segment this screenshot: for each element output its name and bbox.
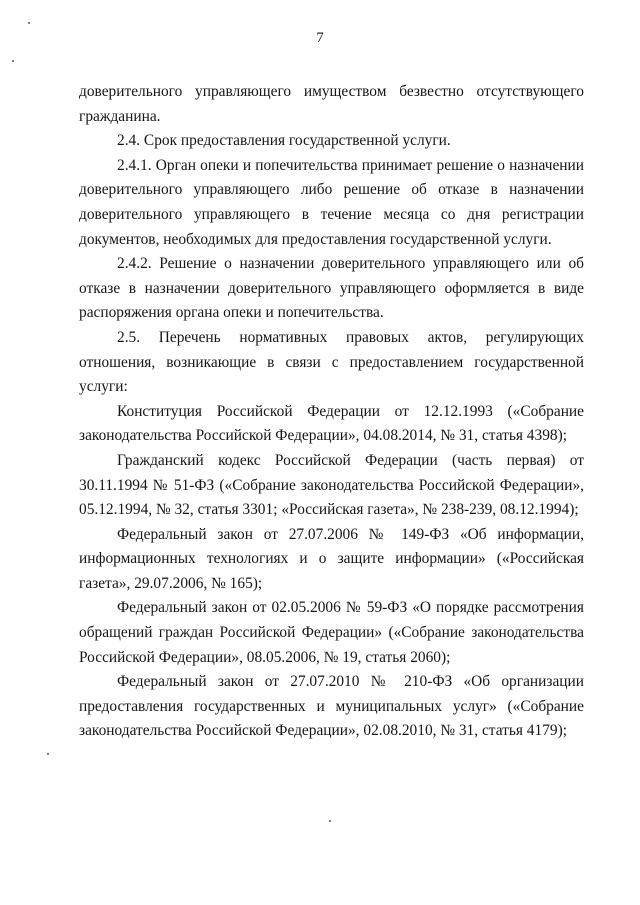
scan-speck <box>12 60 14 62</box>
scan-speck <box>329 820 331 822</box>
paragraph-constitution: Конституция Российской Федерации от 12.12.1993 («Собрание законодательства Российской Федерации», 04.08.2014, № 31, статья 4398); <box>79 402 584 445</box>
paragraph-guardian-continuation: доверительного управляющего имуществом безвестно отсутствующего гражданина. <box>79 83 584 125</box>
document-body <box>79 80 584 744</box>
paragraph-section-2-4: 2.4. Срок предоставления государственной услуги. <box>117 132 451 150</box>
paragraph-law-59-fz: Федеральный закон от 02.05.2006 № 59-ФЗ «О порядке рассмотрения обращений граждан Российской Федерации» («Собрание законодательства Российской Федерации», 08.05.2006, № 19, статья 2060); <box>79 599 584 666</box>
paragraph-section-2-5: 2.5. Перечень нормативных правовых актов, регулирующих отношения, возникающие в связи с предоставлением государственной услуги: <box>79 328 584 396</box>
paragraph-section-2-4-2: 2.4.2. Решение о назначении доверительного управляющего или об отказе в назначении доверительного управляющего оформляется в виде распоряжения органа опеки и попечительства. <box>79 255 584 322</box>
scan-speck <box>28 22 30 24</box>
paragraph-civil-code: Гражданский кодекс Российской Федерации (часть первая) от 30.11.1994 № 51-ФЗ («Собрание законодательства Российской Федерации», 05.12.1994, № 32, статья 3301; «Российская газета», № 238-239, 08.12.1994); <box>79 451 584 519</box>
scan-speck <box>47 753 49 755</box>
page-number: 7 <box>316 30 324 46</box>
paragraph-section-2-4-1: 2.4.1. Орган опеки и попечительства принимает решение о назначении доверительного управляющего либо решение об отказе в назначении доверительного управляющего в течение месяца со дня регистрации документов, необходимых для предоставления государственной услуги. <box>79 156 584 248</box>
paragraph-law-210-fz: Федеральный закон от 27.07.2010 № 210-ФЗ «Об организации предоставления государственных и муниципальных услуг» («Собрание законодательства Российской Федерации», 02.08.2010, № 31, статья 4179); <box>79 673 584 740</box>
paragraph-law-149-fz: Федеральный закон от 27.07.2006 № 149-ФЗ «Об информации, информационных технологиях и о защите информации» («Российская газета», 29.07.2006, № 165); <box>79 525 584 592</box>
